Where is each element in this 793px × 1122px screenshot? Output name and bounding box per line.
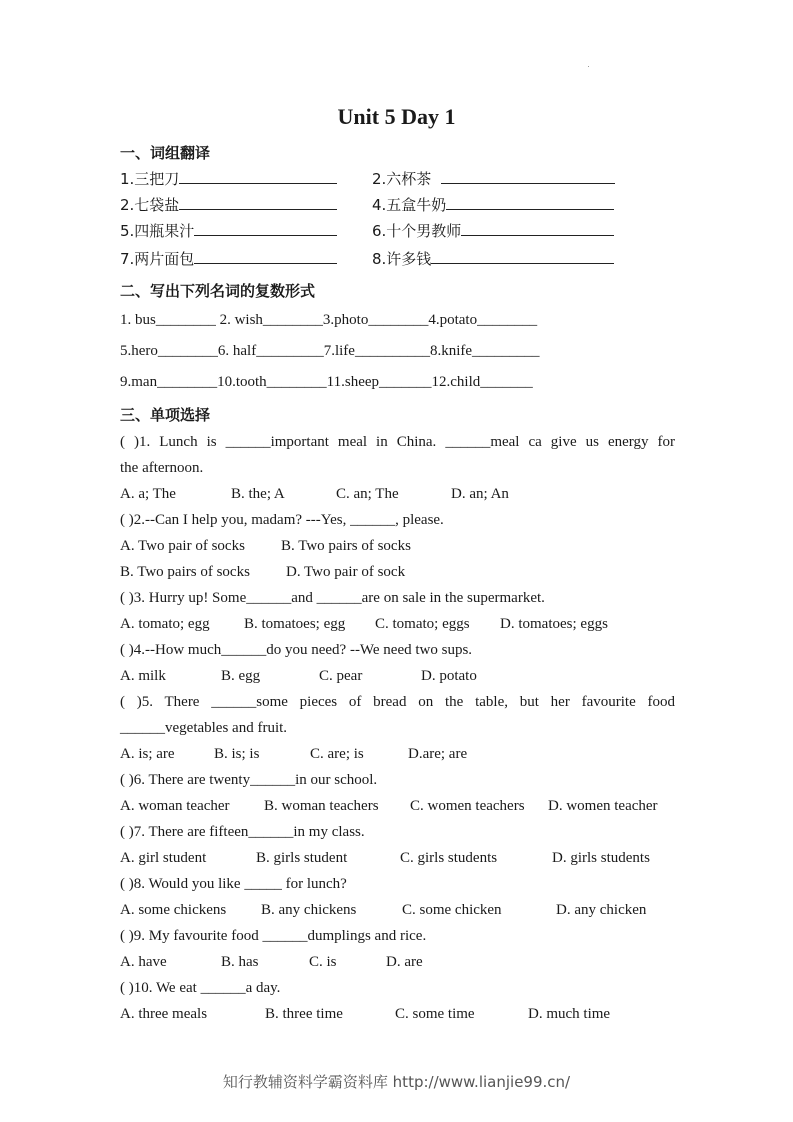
option[interactable]: A. tomato; egg <box>120 616 210 632</box>
answer-blank[interactable] <box>461 220 614 236</box>
question-text: ______vegetables and fruit. <box>120 720 288 736</box>
vocab-row <box>120 194 680 216</box>
option[interactable]: B. egg <box>221 668 261 684</box>
section-heading-plurals: 二、写出下列名词的复数形式 <box>120 282 316 300</box>
question-text: ( )9. My favourite food ______dumplings and rice. <box>120 928 427 944</box>
question-text: ( )2.--Can I help you, madam? ---Yes, ______, please. <box>120 512 444 528</box>
plural-row: 9.man________10.tooth________11.sheep_______12.child_______ <box>120 374 533 390</box>
option[interactable]: B. three time <box>265 1006 343 1022</box>
option[interactable]: A. milk <box>120 668 166 684</box>
question-text: ( )8. Would you like _____ for lunch? <box>120 876 347 892</box>
option[interactable]: D. much time <box>528 1006 611 1022</box>
option[interactable]: C. some time <box>395 1006 475 1022</box>
answer-blank[interactable] <box>179 194 337 210</box>
option[interactable]: D. potato <box>421 668 477 684</box>
footer-watermark: 知行教辅资料学霸资料库 http://www.lianjie99.cn/ <box>222 1073 571 1091</box>
option[interactable]: A. a; The <box>120 486 176 502</box>
option[interactable]: D. an; An <box>451 486 509 502</box>
option[interactable]: D. any chicken <box>556 902 647 918</box>
vocab-item: 8.许多钱 <box>372 250 432 268</box>
vocab-item: 7.两片面包 <box>120 250 195 268</box>
question-text: ( )10. We eat ______a day. <box>120 980 281 996</box>
option[interactable]: C. some chicken <box>402 902 502 918</box>
question-text: ( )6. There are twenty______in our school. <box>120 772 378 788</box>
vocab-item: 4.五盒牛奶 <box>372 196 447 214</box>
option[interactable]: D. are <box>386 954 423 970</box>
vocab-item: 5.四瓶果汁 <box>120 222 195 240</box>
option[interactable]: B. Two pairs of socks <box>120 564 250 580</box>
answer-blank[interactable] <box>179 168 337 184</box>
plural-row: 1. bus________ 2. wish________3.photo________4.potato________ <box>120 312 538 328</box>
option[interactable]: B. Two pairs of socks <box>281 538 411 554</box>
vocab-row <box>120 220 680 242</box>
question-text: ( )3. Hurry up! Some______and ______are on sale in the supermarket. <box>120 590 545 606</box>
page-title: Unit 5 Day 1 <box>337 104 456 129</box>
option[interactable]: B. the; A <box>231 486 285 502</box>
vocab-item: 2.七袋盐 <box>120 196 180 214</box>
question-text: ( )7. There are fifteen______in my class. <box>120 824 365 840</box>
plural-row: 5.hero________6. half_________7.life__________8.knife_________ <box>120 343 540 359</box>
option[interactable]: C. an; The <box>336 486 399 502</box>
option[interactable]: C. women teachers <box>410 798 525 814</box>
option[interactable]: C. tomato; eggs <box>375 616 470 632</box>
vocab-row <box>120 248 680 270</box>
option[interactable]: C. girls students <box>400 850 498 866</box>
option[interactable]: C. pear <box>319 668 363 684</box>
section-heading-choice: 三、单项选择 <box>120 406 211 424</box>
option[interactable]: B. tomatoes; egg <box>244 616 346 632</box>
question-text: ( )1. Lunch is ______important meal in China. ______meal ca give us energy for <box>120 434 675 450</box>
answer-blank[interactable] <box>194 220 337 236</box>
option[interactable]: A. woman teacher <box>120 798 230 814</box>
scan-dot <box>588 66 589 67</box>
option[interactable]: A. is; are <box>120 746 175 762</box>
option[interactable]: B. any chickens <box>261 902 357 918</box>
option[interactable]: C. are; is <box>310 746 364 762</box>
vocab-item: 6.十个男教师 <box>372 222 462 240</box>
option[interactable]: A. have <box>120 954 167 970</box>
option[interactable]: D. girls students <box>552 850 650 866</box>
option[interactable]: A. girl student <box>120 850 207 866</box>
option[interactable]: A. three meals <box>120 1006 208 1022</box>
option[interactable]: D.are; are <box>408 746 468 762</box>
answer-blank[interactable] <box>194 248 337 264</box>
vocab-row <box>120 168 680 190</box>
option[interactable]: A. Two pair of socks <box>120 538 245 554</box>
option[interactable]: D. tomatoes; eggs <box>500 616 608 632</box>
vocab-item: 1.三把刀 <box>120 170 180 188</box>
answer-blank[interactable] <box>446 194 614 210</box>
option[interactable]: C. is <box>309 954 337 970</box>
option[interactable]: B. woman teachers <box>264 798 379 814</box>
question-text: the afternoon. <box>120 460 204 476</box>
option[interactable]: D. Two pair of sock <box>286 564 406 580</box>
vocab-item: 2.六杯茶 <box>372 170 432 188</box>
question-text: ( )4.--How much______do you need? --We need two sups. <box>120 642 473 658</box>
option[interactable]: A. some chickens <box>120 902 227 918</box>
answer-blank[interactable] <box>441 168 615 184</box>
option[interactable]: D. women teacher <box>548 798 658 814</box>
section-heading-translation: 一、词组翻译 <box>120 144 211 162</box>
question-text: ( )5. There ______some pieces of bread on the table, but her favourite food <box>120 694 675 710</box>
answer-blank[interactable] <box>431 248 614 264</box>
option[interactable]: B. has <box>221 954 259 970</box>
option[interactable]: B. is; is <box>214 746 260 762</box>
option[interactable]: B. girls student <box>256 850 348 866</box>
